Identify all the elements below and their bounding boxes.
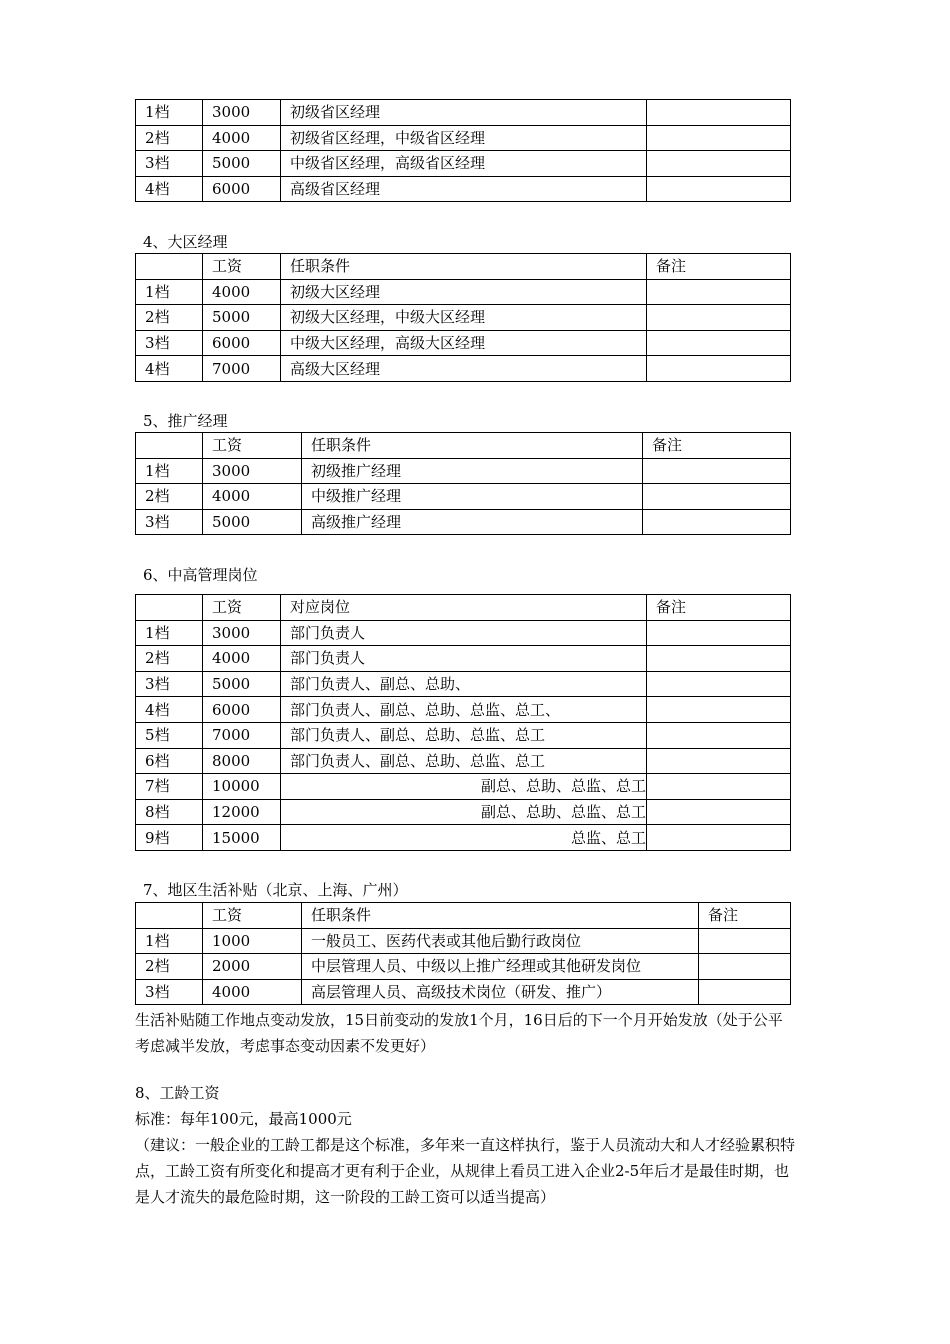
- cell-grade: 2档: [136, 954, 203, 980]
- cell-grade: 1档: [136, 928, 203, 954]
- cell-grade: 3档: [136, 151, 203, 177]
- cell-grade: 9档: [136, 825, 203, 851]
- cell-grade: 2档: [136, 646, 203, 672]
- cell-salary: 4000: [203, 979, 302, 1005]
- header-cell-note: 备注: [643, 433, 791, 459]
- cell-grade: 5档: [136, 722, 203, 748]
- cell-salary: 5000: [203, 671, 281, 697]
- table-row: [136, 928, 791, 954]
- cell-condition: 中级推广经理: [302, 484, 643, 510]
- section-6-title: 6、中高管理岗位: [143, 566, 258, 584]
- table-row: [136, 646, 791, 672]
- cell-note: [647, 646, 791, 672]
- table-row: [136, 279, 791, 305]
- header-cell-condition: 任职条件: [281, 254, 647, 280]
- cell-salary: 5000: [203, 305, 281, 331]
- cell-grade: 1档: [136, 620, 203, 646]
- table-row: [136, 305, 791, 331]
- cell-condition: 初级省区经理: [281, 100, 647, 126]
- cell-condition: 中级省区经理，高级省区经理: [281, 151, 647, 177]
- table-row: [136, 722, 791, 748]
- cell-condition: 部门负责人、副总、总助、总监、总工、: [281, 697, 647, 723]
- cell-condition: 一般员工、医药代表或其他后勤行政岗位: [302, 928, 699, 954]
- seniority-section: [135, 1080, 795, 1210]
- cell-grade: 2档: [136, 484, 203, 510]
- table-row: [136, 176, 791, 202]
- table-row: [136, 671, 791, 697]
- cell-note: [647, 305, 791, 331]
- cell-grade: 3档: [136, 671, 203, 697]
- cell-salary: 6000: [203, 330, 281, 356]
- cell-salary: 7000: [203, 722, 281, 748]
- table-row: [136, 825, 791, 851]
- cell-condition: 部门负责人: [281, 620, 647, 646]
- cell-grade: 4档: [136, 697, 203, 723]
- cell-salary: 8000: [203, 748, 281, 774]
- table-header-row: [136, 595, 791, 621]
- header-cell-grade: [136, 433, 203, 459]
- table-row: [136, 458, 791, 484]
- cell-grade: 4档: [136, 356, 203, 382]
- cell-condition: 初级大区经理，中级大区经理: [281, 305, 647, 331]
- cell-grade: 1档: [136, 458, 203, 484]
- cell-note: [699, 954, 791, 980]
- cell-note: [647, 671, 791, 697]
- cell-salary: 6000: [203, 176, 281, 202]
- header-cell-grade: [136, 595, 203, 621]
- promotion-manager-salary-table: [135, 432, 791, 535]
- cell-note: [647, 100, 791, 126]
- table-row: [136, 979, 791, 1005]
- cell-grade: 3档: [136, 979, 203, 1005]
- province-manager-salary-table: [135, 99, 791, 202]
- header-cell-note: 备注: [647, 254, 791, 280]
- cell-grade: 1档: [136, 279, 203, 305]
- header-cell-salary: 工资: [203, 254, 281, 280]
- cell-salary: 15000: [203, 825, 281, 851]
- cell-note: [647, 774, 791, 800]
- cell-condition: 部门负责人: [281, 646, 647, 672]
- cell-condition: 高级推广经理: [302, 509, 643, 535]
- cell-grade: 6档: [136, 748, 203, 774]
- seniority-standard: 标准：每年100元，最高1000元: [135, 1110, 352, 1128]
- cell-note: [647, 125, 791, 151]
- header-cell-grade: [136, 903, 203, 929]
- header-cell-salary: 工资: [203, 903, 302, 929]
- cell-note: [647, 722, 791, 748]
- cell-condition: 中层管理人员、中级以上推广经理或其他研发岗位: [302, 954, 699, 980]
- cell-condition: 部门负责人、副总、总助、总监、总工: [281, 722, 647, 748]
- cell-note: [647, 151, 791, 177]
- cell-salary: 3000: [203, 458, 302, 484]
- cell-note: [647, 697, 791, 723]
- cell-salary: 3000: [203, 620, 281, 646]
- cell-note: [647, 825, 791, 851]
- cell-grade: 7档: [136, 774, 203, 800]
- table-row: [136, 356, 791, 382]
- cell-grade: 1档: [136, 100, 203, 126]
- table-header-row: [136, 903, 791, 929]
- cell-note: [699, 928, 791, 954]
- senior-management-salary-table: [135, 594, 791, 851]
- table-row: [136, 125, 791, 151]
- cell-note: [699, 979, 791, 1005]
- table-row: [136, 954, 791, 980]
- section-7-title: 7、地区生活补贴（北京、上海、广州）: [143, 881, 408, 899]
- header-cell-condition: 任职条件: [302, 903, 699, 929]
- cell-salary: 3000: [203, 100, 281, 126]
- section-4-title: 4、大区经理: [143, 233, 228, 251]
- cell-condition: 初级省区经理，中级省区经理: [281, 125, 647, 151]
- cell-note: [647, 799, 791, 825]
- table-row: [136, 151, 791, 177]
- regional-manager-salary-table: [135, 253, 791, 382]
- cell-condition: 初级大区经理: [281, 279, 647, 305]
- living-allowance-note: [135, 1007, 795, 1059]
- cell-salary: 4000: [203, 646, 281, 672]
- cell-note: [647, 620, 791, 646]
- cell-note: [643, 509, 791, 535]
- cell-condition: 总监、总工: [281, 825, 647, 851]
- cell-salary: 12000: [203, 799, 281, 825]
- header-cell-grade: [136, 254, 203, 280]
- living-allowance-note-text: 生活补贴随工作地点变动发放，15日前变动的发放1个月，16日后的下一个月开始发放（处于公平考虑减半发放，考虑事态变动因素不发更好）: [135, 1011, 783, 1055]
- cell-grade: 3档: [136, 509, 203, 535]
- cell-salary: 6000: [203, 697, 281, 723]
- seniority-suggestion: （建议：一般企业的工龄工都是这个标准，多年来一直这样执行，鉴于人员流动大和人才经验累积特点，工龄工资有所变化和提高才更有利于企业，从规律上看员工进入企业2-5年后才是最佳时期，也是人才流失的最危险时期，这一阶段的工龄工资可以适当提高）: [135, 1136, 796, 1206]
- table-row: [136, 330, 791, 356]
- living-allowance-table: [135, 902, 791, 1005]
- table-row: [136, 620, 791, 646]
- cell-grade: 8档: [136, 799, 203, 825]
- header-cell-salary: 工资: [203, 595, 281, 621]
- cell-salary: 5000: [203, 509, 302, 535]
- cell-salary: 7000: [203, 356, 281, 382]
- section-8-title: 8、工龄工资: [135, 1084, 220, 1102]
- table-header-row: [136, 254, 791, 280]
- cell-salary: 4000: [203, 125, 281, 151]
- cell-note: [647, 330, 791, 356]
- cell-note: [647, 279, 791, 305]
- cell-condition: 高层管理人员、高级技术岗位（研发、推广）: [302, 979, 699, 1005]
- cell-grade: 2档: [136, 305, 203, 331]
- cell-condition: 副总、总助、总监、总工: [281, 799, 647, 825]
- cell-condition: 初级推广经理: [302, 458, 643, 484]
- cell-condition: 副总、总助、总监、总工: [281, 774, 647, 800]
- table-row: [136, 484, 791, 510]
- cell-salary: 5000: [203, 151, 281, 177]
- cell-condition: 部门负责人、副总、总助、: [281, 671, 647, 697]
- cell-grade: 3档: [136, 330, 203, 356]
- cell-salary: 10000: [203, 774, 281, 800]
- header-cell-condition: 对应岗位: [281, 595, 647, 621]
- cell-note: [643, 484, 791, 510]
- table-row: [136, 509, 791, 535]
- table-row: [136, 774, 791, 800]
- header-cell-note: 备注: [699, 903, 791, 929]
- table-row: [136, 799, 791, 825]
- table-header-row: [136, 433, 791, 459]
- cell-salary: 4000: [203, 484, 302, 510]
- cell-condition: 高级大区经理: [281, 356, 647, 382]
- cell-salary: 4000: [203, 279, 281, 305]
- table-row: [136, 100, 791, 126]
- cell-note: [647, 748, 791, 774]
- cell-condition: 高级省区经理: [281, 176, 647, 202]
- cell-condition: 部门负责人、副总、总助、总监、总工: [281, 748, 647, 774]
- cell-note: [643, 458, 791, 484]
- header-cell-salary: 工资: [203, 433, 302, 459]
- cell-salary: 1000: [203, 928, 302, 954]
- header-cell-note: 备注: [647, 595, 791, 621]
- cell-condition: 中级大区经理，高级大区经理: [281, 330, 647, 356]
- cell-grade: 2档: [136, 125, 203, 151]
- cell-note: [647, 176, 791, 202]
- cell-note: [647, 356, 791, 382]
- header-cell-condition: 任职条件: [302, 433, 643, 459]
- cell-grade: 4档: [136, 176, 203, 202]
- cell-salary: 2000: [203, 954, 302, 980]
- table-row: [136, 697, 791, 723]
- table-row: [136, 748, 791, 774]
- section-5-title: 5、推广经理: [143, 412, 228, 430]
